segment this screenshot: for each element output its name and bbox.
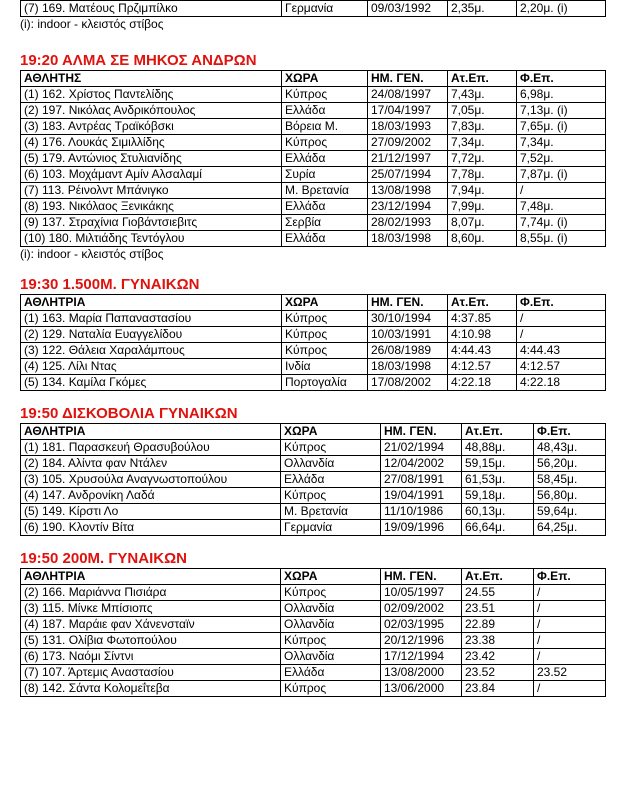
personal-best-cell: 7,99μ. [448, 199, 517, 215]
athlete-cell: (2) 197. Νικόλας Ανδρικόπουλος [21, 103, 282, 119]
table-row [21, 472, 606, 488]
birthdate-cell: 02/09/2002 [381, 601, 462, 617]
country-cell: Πορτογαλία [282, 375, 368, 391]
personal-best-cell: 23.51 [462, 601, 534, 617]
section-title: 19:50 200Μ. ΓΥΝΑΙΚΩΝ [20, 550, 187, 567]
table-row [21, 311, 606, 327]
season-best-cell: / [534, 617, 606, 633]
table-row [21, 633, 606, 649]
personal-best-cell: 59,18μ. [462, 488, 534, 504]
personal-best-cell: 48,88μ. [462, 440, 534, 456]
athlete-cell: (5) 149. Κίρστι Λο [21, 504, 281, 520]
country-cell: Συρία [282, 167, 368, 183]
table-header-row [21, 569, 606, 585]
season-best-cell: 7,74μ. (i) [517, 215, 606, 231]
athlete-cell: (6) 103. Μοχάμαντ Αμίν Αλσαλαμί [21, 167, 282, 183]
season-best-cell: 58,45μ. [534, 472, 606, 488]
column-header: ΧΩΡΑ [282, 295, 368, 311]
column-header: Ατ.Επ. [448, 71, 517, 87]
country-cell: Γερμανία [282, 1, 368, 17]
birthdate-cell: 13/08/1998 [368, 183, 448, 199]
table-header-row [21, 424, 606, 440]
birthdate-cell: 23/12/1994 [368, 199, 448, 215]
country-cell: Κύπρος [281, 681, 381, 697]
table-row [21, 215, 606, 231]
season-best-cell: 7,87μ. (i) [517, 167, 606, 183]
athlete-cell: (3) 115. Μίνκε Μπίσιοπς [21, 601, 281, 617]
table-row [21, 87, 606, 103]
birthdate-cell: 19/09/1996 [381, 520, 462, 536]
birthdate-cell: 09/03/1992 [368, 1, 448, 17]
season-best-cell: 48,43μ. [534, 440, 606, 456]
column-header: ΧΩΡΑ [282, 71, 368, 87]
birthdate-cell: 10/05/1997 [381, 585, 462, 601]
season-best-cell: 56,20μ. [534, 456, 606, 472]
country-cell: Κύπρος [282, 343, 368, 359]
personal-best-cell: 4:10.98 [448, 327, 517, 343]
table-row [21, 585, 606, 601]
column-header: Ατ.Επ. [448, 295, 517, 311]
column-header: ΑΘΛΗΤΡΙΑ [21, 569, 281, 585]
personal-best-cell: 7,43μ. [448, 87, 517, 103]
country-cell: Ολλανδία [281, 649, 381, 665]
season-best-cell: 8,55μ. (i) [517, 231, 606, 247]
athlete-cell: (4) 147. Ανδρονίκη Λαδά [21, 488, 281, 504]
country-cell: Ολλανδία [281, 617, 381, 633]
athlete-cell: (3) 122. Θάλεια Χαραλάμπους [21, 343, 282, 359]
personal-best-cell: 8,60μ. [448, 231, 517, 247]
season-best-cell: 23.52 [534, 665, 606, 681]
season-best-cell: 56,80μ. [534, 488, 606, 504]
personal-best-cell: 23.84 [462, 681, 534, 697]
country-cell: Ελλάδα [281, 665, 381, 681]
country-cell: Κύπρος [282, 327, 368, 343]
athlete-cell: (2) 129. Ναταλία Ευαγγελίδου [21, 327, 282, 343]
column-header: Φ.Επ. [517, 295, 606, 311]
birthdate-cell: 30/10/1994 [368, 311, 448, 327]
birthdate-cell: 18/03/1993 [368, 119, 448, 135]
athlete-cell: (5) 134. Καμίλα Γκόμες [21, 375, 282, 391]
table-row [21, 135, 606, 151]
column-header: ΧΩΡΑ [281, 569, 381, 585]
season-best-cell: / [534, 601, 606, 617]
birthdate-cell: 21/02/1994 [381, 440, 462, 456]
country-cell: Κύπρος [281, 633, 381, 649]
birthdate-cell: 11/10/1986 [381, 504, 462, 520]
athlete-cell: (3) 105. Χρυσούλα Αναγνωστοπούλου [21, 472, 281, 488]
athlete-cell: (1) 162. Χρίστος Παντελίδης [21, 87, 282, 103]
personal-best-cell: 7,94μ. [448, 183, 517, 199]
birthdate-cell: 25/07/1994 [368, 167, 448, 183]
table-row [21, 488, 606, 504]
personal-best-cell: 4:22.18 [448, 375, 517, 391]
country-cell: Σερβία [282, 215, 368, 231]
season-best-cell: 6,98μ. [517, 87, 606, 103]
country-cell: Ολλανδία [281, 601, 381, 617]
birthdate-cell: 24/08/1997 [368, 87, 448, 103]
personal-best-cell: 4:37.85 [448, 311, 517, 327]
table-row [21, 520, 606, 536]
birthdate-cell: 19/04/1991 [381, 488, 462, 504]
athlete-cell: (3) 183. Αντρέας Τραϊκόβσκι [21, 119, 282, 135]
column-header: ΗΜ. ΓΕΝ. [368, 71, 448, 87]
column-header: Φ.Επ. [517, 71, 606, 87]
table-row [21, 440, 606, 456]
athlete-cell: (6) 173. Ναόμι Σίντνι [21, 649, 281, 665]
table-row [21, 343, 606, 359]
season-best-cell: 7,13μ. (i) [517, 103, 606, 119]
country-cell: Ελλάδα [281, 472, 381, 488]
birthdate-cell: 12/04/2002 [381, 456, 462, 472]
results-table-discus-women [20, 423, 606, 536]
table-row [21, 199, 606, 215]
column-header: ΗΜ. ΓΕΝ. [381, 569, 462, 585]
table-header-row [21, 295, 606, 311]
country-cell: Μ. Βρετανία [281, 504, 381, 520]
birthdate-cell: 27/09/2002 [368, 135, 448, 151]
athlete-cell: (4) 187. Μαράιε φαν Χάνενσταϊν [21, 617, 281, 633]
athlete-cell: (6) 190. Κλοντίν Βίτα [21, 520, 281, 536]
birthdate-cell: 10/03/1991 [368, 327, 448, 343]
athlete-cell: (1) 181. Παρασκευή Θρασυβούλου [21, 440, 281, 456]
section-title: 19:30 1.500Μ. ΓΥΝΑΙΚΩΝ [20, 276, 200, 293]
table-row [21, 504, 606, 520]
column-header: Ατ.Επ. [462, 424, 534, 440]
column-header: Ατ.Επ. [462, 569, 534, 585]
table-row [21, 665, 606, 681]
personal-best-cell: 60,13μ. [462, 504, 534, 520]
season-best-cell: 2,20μ. (i) [517, 1, 606, 17]
personal-best-cell: 24.55 [462, 585, 534, 601]
country-cell: Κύπρος [282, 135, 368, 151]
athlete-cell: (4) 125. Λίλι Ντας [21, 359, 282, 375]
results-table-long-jump-men [20, 70, 606, 247]
results-table-200m-women [20, 568, 606, 697]
personal-best-cell: 61,53μ. [462, 472, 534, 488]
athlete-cell: (7) 107. Άρτεμις Αναστασίου [21, 665, 281, 681]
season-best-cell: / [517, 183, 606, 199]
section-title: 19:20 ΑΛΜΑ ΣΕ ΜΗΚΟΣ ΑΝΔΡΩΝ [20, 52, 257, 69]
athlete-cell: (4) 176. Λουκάς Σιμιλλίδης [21, 135, 282, 151]
country-cell: Κύπρος [281, 488, 381, 504]
athlete-cell: (2) 184. Αλίντα φαν Ντάλεν [21, 456, 281, 472]
athlete-cell: (8) 193. Νικόλαος Ξενικάκης [21, 199, 282, 215]
column-header: ΗΜ. ΓΕΝ. [368, 295, 448, 311]
country-cell: Κύπρος [281, 440, 381, 456]
personal-best-cell: 7,72μ. [448, 151, 517, 167]
country-cell: Βόρεια Μ. [282, 119, 368, 135]
column-header: Φ.Επ. [534, 424, 606, 440]
athlete-cell: (9) 137. Στραχίνια Γιοβάντσιεβιτς [21, 215, 282, 231]
birthdate-cell: 18/03/1998 [368, 359, 448, 375]
season-best-cell: 59,64μ. [534, 504, 606, 520]
table-row [21, 375, 606, 391]
column-header: ΧΩΡΑ [281, 424, 381, 440]
athlete-cell: (7) 113. Ρέινολντ Μπάνιγκο [21, 183, 282, 199]
start-list-page [20, 0, 605, 697]
country-cell: Ελλάδα [282, 199, 368, 215]
birthdate-cell: 20/12/1996 [381, 633, 462, 649]
personal-best-cell: 66,64μ. [462, 520, 534, 536]
column-header: ΑΘΛΗΤΗΣ [21, 71, 282, 87]
personal-best-cell: 7,05μ. [448, 103, 517, 119]
personal-best-cell: 2,35μ. [448, 1, 517, 17]
table-row [21, 1, 606, 17]
personal-best-cell: 7,78μ. [448, 167, 517, 183]
personal-best-cell: 8,07μ. [448, 215, 517, 231]
table-row [21, 327, 606, 343]
country-cell: Κύπρος [282, 311, 368, 327]
season-best-cell: 7,34μ. [517, 135, 606, 151]
country-cell: Ελλάδα [282, 103, 368, 119]
table-header-row [21, 71, 606, 87]
column-header: ΑΘΛΗΤΡΙΑ [21, 295, 282, 311]
personal-best-cell: 23.42 [462, 649, 534, 665]
birthdate-cell: 17/12/1994 [381, 649, 462, 665]
column-header: ΗΜ. ΓΕΝ. [381, 424, 462, 440]
table-row [21, 681, 606, 697]
birthdate-cell: 13/08/2000 [381, 665, 462, 681]
country-cell: Κύπρος [281, 585, 381, 601]
season-best-cell: 7,48μ. [517, 199, 606, 215]
season-best-cell: / [534, 585, 606, 601]
season-best-cell: / [517, 327, 606, 343]
table-row [21, 456, 606, 472]
country-cell: Ολλανδία [281, 456, 381, 472]
country-cell: Ελλάδα [282, 231, 368, 247]
country-cell: Γερμανία [281, 520, 381, 536]
season-best-cell: 7,52μ. [517, 151, 606, 167]
section-title: 19:50 ΔΙΣΚΟΒΟΛΙΑ ΓΥΝΑΙΚΩΝ [20, 405, 238, 422]
column-header: ΑΘΛΗΤΡΙΑ [21, 424, 281, 440]
birthdate-cell: 26/08/1989 [368, 343, 448, 359]
table-row [21, 231, 606, 247]
season-best-cell: 4:12.57 [517, 359, 606, 375]
column-header: Φ.Επ. [534, 569, 606, 585]
athlete-cell: (10) 180. Μιλτιάδης Τεντόγλου [21, 231, 282, 247]
birthdate-cell: 21/12/1997 [368, 151, 448, 167]
personal-best-cell: 4:44.43 [448, 343, 517, 359]
athlete-cell: (1) 163. Μαρία Παπαναστασίου [21, 311, 282, 327]
personal-best-cell: 59,15μ. [462, 456, 534, 472]
athlete-cell: (5) 179. Αντώνιος Στυλιανίδης [21, 151, 282, 167]
athlete-cell: (5) 131. Ολίβια Φωτοπούλου [21, 633, 281, 649]
results-table-top [20, 0, 606, 17]
country-cell: Κύπρος [282, 87, 368, 103]
season-best-cell: 64,25μ. [534, 520, 606, 536]
birthdate-cell: 28/02/1993 [368, 215, 448, 231]
country-cell: Μ. Βρετανία [282, 183, 368, 199]
personal-best-cell: 4:12.57 [448, 359, 517, 375]
table-row [21, 617, 606, 633]
personal-best-cell: 23.38 [462, 633, 534, 649]
season-best-cell: / [534, 681, 606, 697]
season-best-cell: 4:44.43 [517, 343, 606, 359]
personal-best-cell: 23.52 [462, 665, 534, 681]
table-row [21, 649, 606, 665]
personal-best-cell: 7,83μ. [448, 119, 517, 135]
birthdate-cell: 13/06/2000 [381, 681, 462, 697]
athlete-cell: (2) 166. Μαριάννα Πισιάρα [21, 585, 281, 601]
season-best-cell: 7,65μ. (i) [517, 119, 606, 135]
country-cell: Ινδία [282, 359, 368, 375]
indoor-note: (i): indoor - κλειστός στίβος [20, 17, 164, 31]
athlete-cell: (8) 142. Σάντα Κολομεΐτεβα [21, 681, 281, 697]
athlete-cell: (7) 169. Ματέους Πρζιμπίλκο [21, 1, 282, 17]
table-row [21, 359, 606, 375]
table-row [21, 151, 606, 167]
country-cell: Ελλάδα [282, 151, 368, 167]
results-table-1500m-women [20, 294, 606, 391]
season-best-cell: / [517, 311, 606, 327]
birthdate-cell: 02/03/1995 [381, 617, 462, 633]
season-best-cell: / [534, 633, 606, 649]
birthdate-cell: 17/08/2002 [368, 375, 448, 391]
birthdate-cell: 17/04/1997 [368, 103, 448, 119]
personal-best-cell: 22.89 [462, 617, 534, 633]
birthdate-cell: 27/08/1991 [381, 472, 462, 488]
season-best-cell: / [534, 649, 606, 665]
birthdate-cell: 18/03/1998 [368, 231, 448, 247]
table-row [21, 103, 606, 119]
indoor-note: (i): indoor - κλειστός στίβος [20, 247, 164, 261]
season-best-cell: 4:22.18 [517, 375, 606, 391]
table-row [21, 119, 606, 135]
table-row [21, 183, 606, 199]
table-row [21, 167, 606, 183]
table-row [21, 601, 606, 617]
personal-best-cell: 7,34μ. [448, 135, 517, 151]
